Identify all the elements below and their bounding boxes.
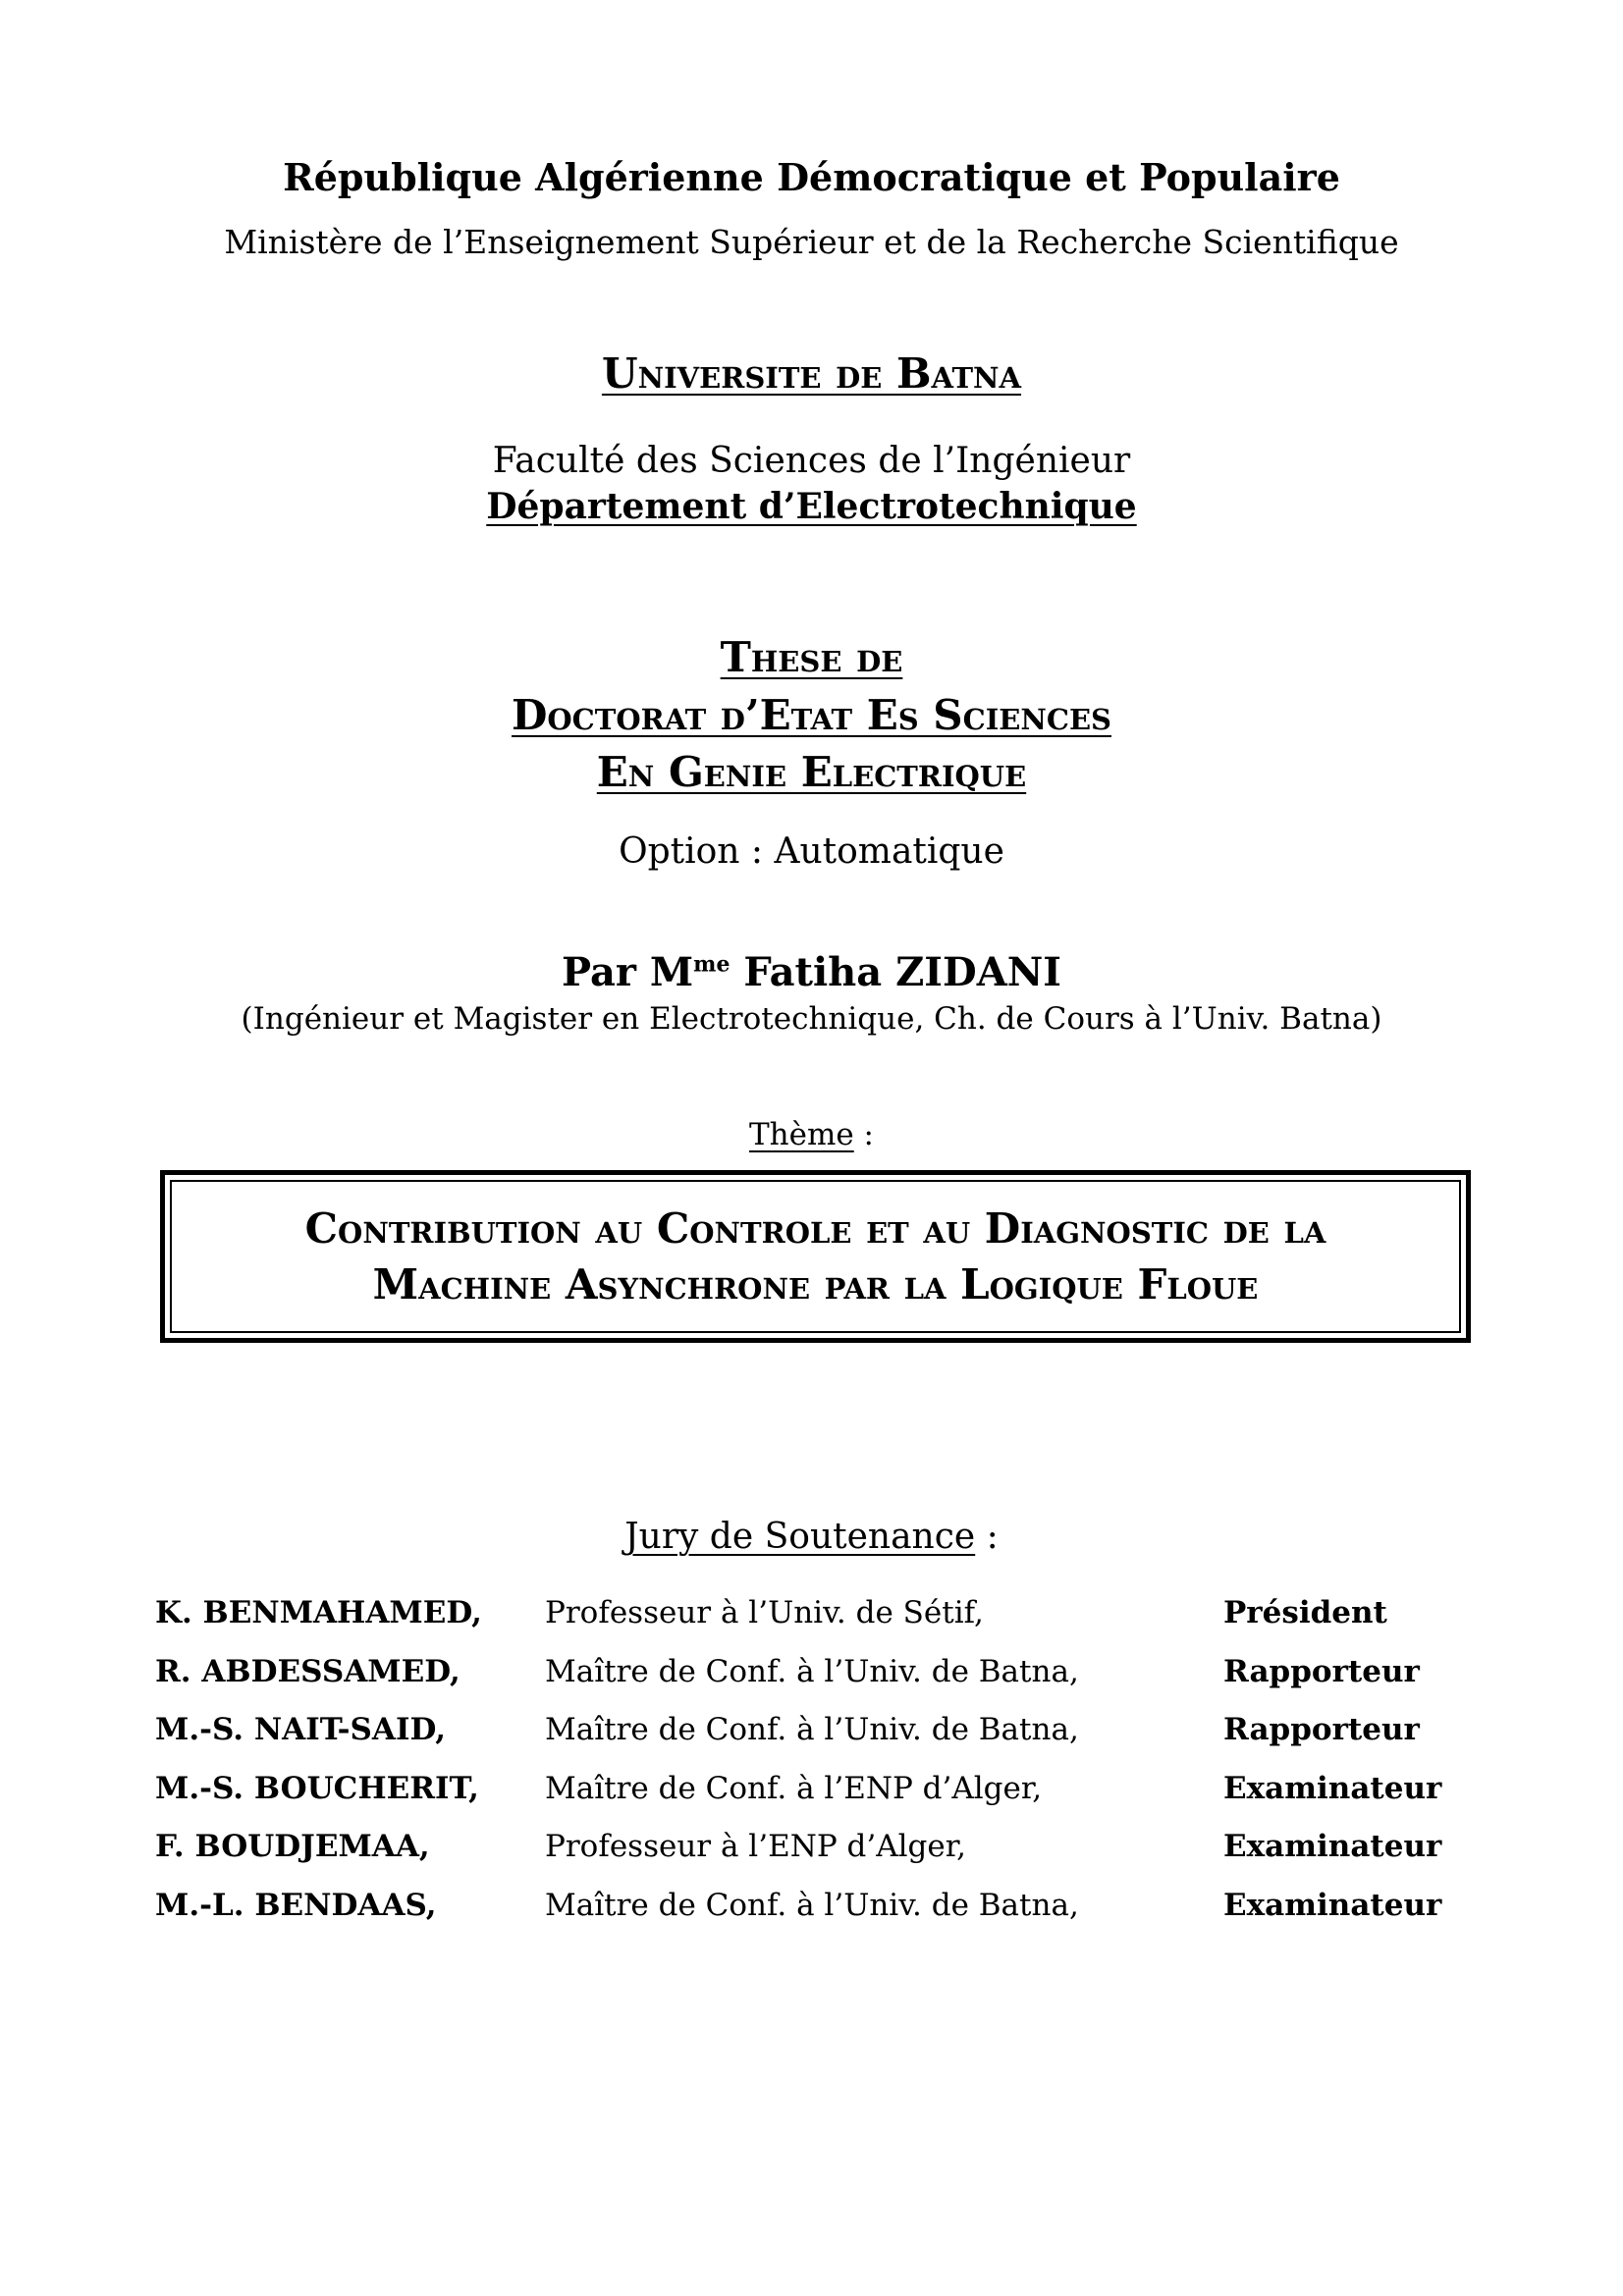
jury-member-affiliation: Maître de Conf. à l’Univ. de Batna, [545, 1712, 1079, 1747]
thesis-option: Option : Automatique [619, 831, 1004, 872]
jury-heading-text: Jury de Soutenance [624, 1517, 976, 1557]
thesis-degree-text-2: Doctorat d’Etat Es Sciences [511, 691, 1111, 739]
jury-member-role: Rapporteur [1223, 1712, 1420, 1747]
author-title-sup: me [693, 951, 730, 978]
author-name: Fatiha ZIDANI [730, 949, 1062, 995]
jury-heading [0, 1517, 1623, 1557]
thesis-degree-text-3: En Genie Electrique [596, 748, 1027, 796]
jury-member-affiliation: Maître de Conf. à l’Univ. de Batna, [545, 1653, 1079, 1689]
theme-title-box [160, 1170, 1471, 1343]
jury-member-name: M.-S. NAIT-SAID, [155, 1712, 447, 1747]
jury-member-affiliation: Maître de Conf. à l’Univ. de Batna, [545, 1887, 1079, 1923]
jury-member-name: M.-L. BENDAAS, [155, 1887, 437, 1923]
department-name [0, 486, 1623, 527]
theme-label-text: Thème [748, 1117, 854, 1152]
jury-member-role: Rapporteur [1223, 1653, 1420, 1689]
jury-member-name: K. BENMAHAMED, [155, 1595, 482, 1630]
theme-title-line-2: Machine Asynchrone par la Logique Floue [372, 1260, 1259, 1308]
thesis-degree-line-1 [0, 633, 1623, 681]
jury-row [155, 1771, 1471, 1830]
jury-member-name: F. BOUDJEMAA, [155, 1829, 430, 1864]
jury-row [155, 1712, 1471, 1771]
jury-member-affiliation: Professeur à l’Univ. de Sétif, [545, 1595, 984, 1630]
thesis-degree-line-2 [0, 691, 1623, 739]
jury-member-role: Examinateur [1223, 1887, 1442, 1923]
theme-label-colon: : [853, 1117, 875, 1152]
jury-heading-colon: : [975, 1517, 999, 1557]
department-name-text: Département d’Electrotechnique [486, 486, 1137, 527]
jury-row [155, 1595, 1471, 1654]
thesis-degree-text-1: These de [720, 633, 903, 681]
jury-member-affiliation: Maître de Conf. à l’ENP d’Alger, [545, 1770, 1043, 1806]
theme-label [0, 1117, 1623, 1152]
theme-title-box-inner [170, 1180, 1461, 1333]
author-prefix: Par M [561, 949, 694, 995]
jury-row [155, 1888, 1471, 1947]
jury-row [155, 1829, 1471, 1888]
jury-member-name: M.-S. BOUCHERIT, [155, 1770, 479, 1806]
jury-member-role: Examinateur [1223, 1829, 1442, 1864]
jury-member-affiliation: Professeur à l’ENP d’Alger, [545, 1829, 966, 1864]
jury-member-role: Président [1223, 1595, 1387, 1630]
university-name-text: Universite de Batna [601, 349, 1022, 398]
theme-title-line-1: Contribution au Controle et au Diagnostic de la [304, 1204, 1326, 1253]
author-credentials: (Ingénieur et Magister en Electrotechnique, Ch. de Cours à l’Univ. Batna) [241, 1001, 1382, 1037]
jury-member-role: Examinateur [1223, 1770, 1442, 1806]
thesis-degree-line-3 [0, 748, 1623, 796]
ministry-heading: Ministère de l’Enseignement Supérieur et de la Recherche Scientifique [224, 223, 1399, 261]
republic-heading: République Algérienne Démocratique et Populaire [283, 155, 1340, 199]
author [0, 949, 1623, 995]
jury-row [155, 1654, 1471, 1713]
jury-table [155, 1595, 1471, 1946]
university-name [0, 349, 1623, 398]
faculty-name: Faculté des Sciences de l’Ingénieur [492, 441, 1131, 481]
jury-member-name: R. ABDESSAMED, [155, 1653, 460, 1689]
